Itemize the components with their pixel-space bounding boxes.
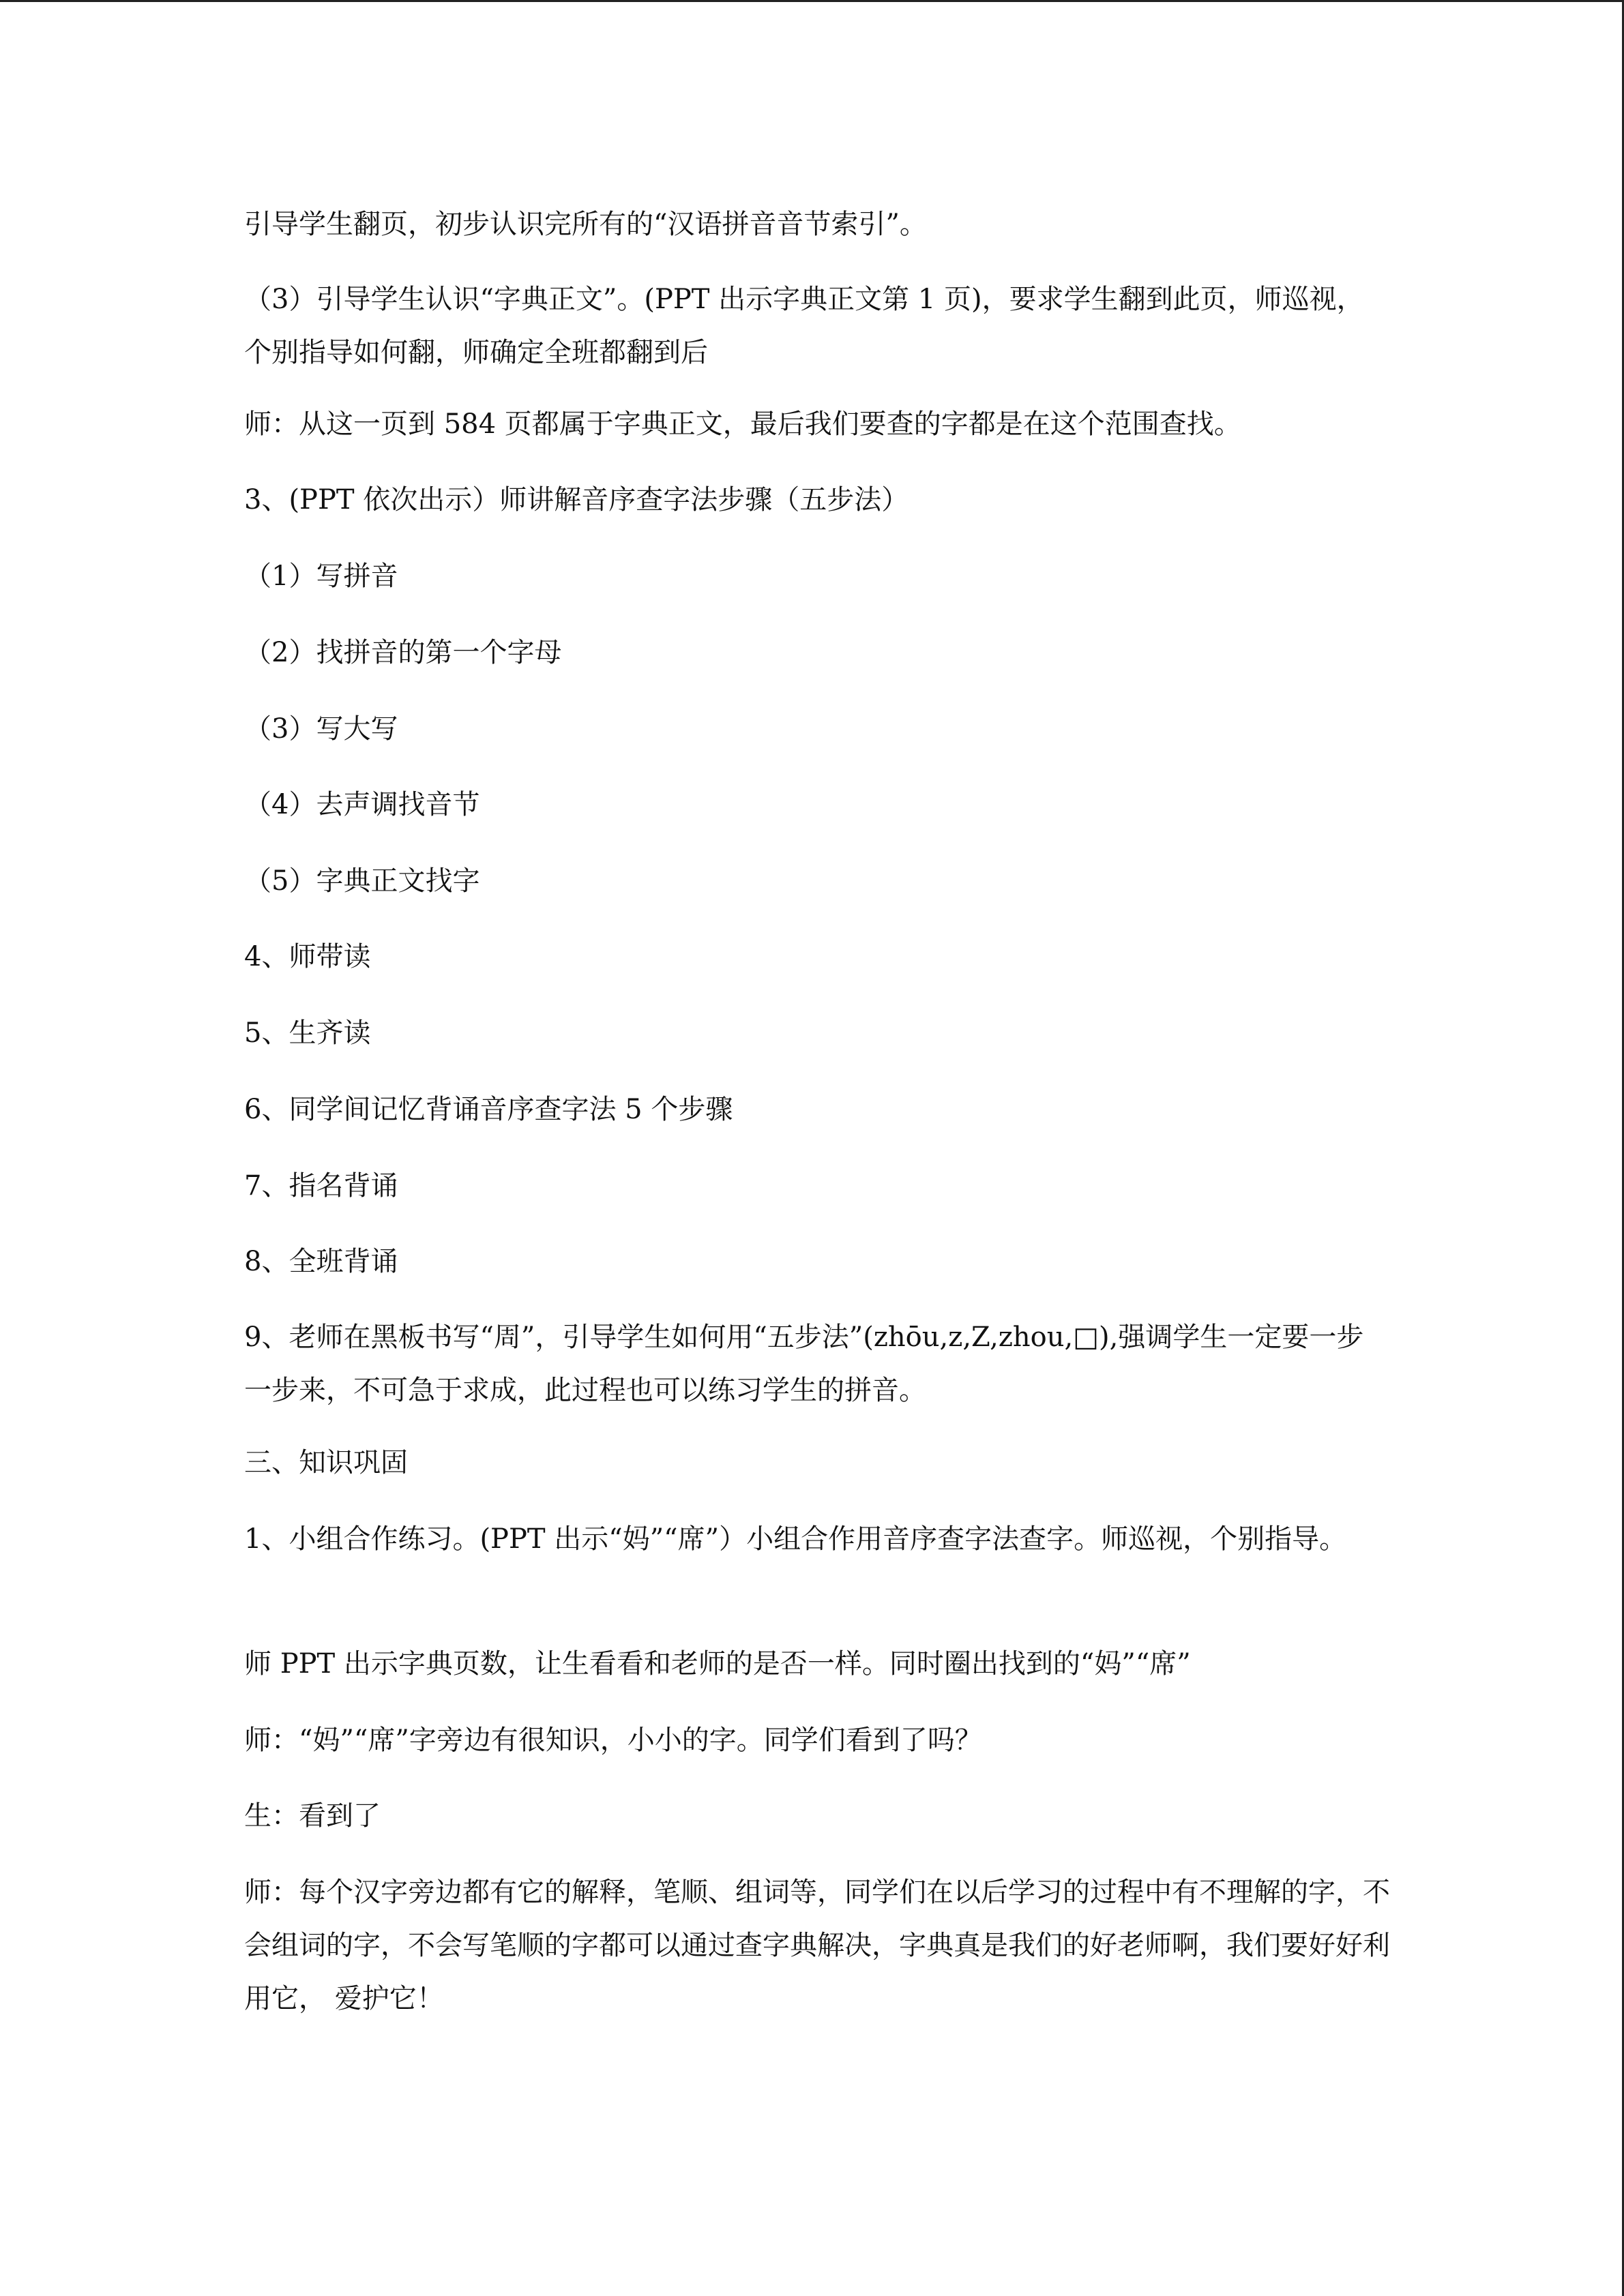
- paragraph-step-3-body: （3）引导学生认识“字典正文”。(PPT 出示字典正文第 1 页)，要求学生翻到此页，师巡视，个别指导如何翻，师确定全班都翻到后: [244, 284, 1364, 368]
- list-item-step-4: （4）去声调找音节: [244, 789, 480, 820]
- paragraph-teacher-question: 师：“妈”“席”字旁边有很知识，小小的字。同学们看到了吗？: [244, 1725, 982, 1756]
- paragraph-teacher-page-range: 师：从这一页到 584 页都属于字典正文，最后我们要查的字都是在这个范围查找。: [244, 408, 1241, 440]
- paragraph-named-recitation: 7、指名背诵: [244, 1170, 398, 1202]
- paragraph-five-step-heading: 3、(PPT 依次出示）师讲解音序查字法步骤（五步法）: [244, 484, 909, 516]
- paragraph-students-read: 5、生齐读: [244, 1017, 371, 1049]
- paragraph-student-answer: 生：看到了: [244, 1800, 381, 1832]
- list-item-step-3: （3）写大写: [244, 713, 398, 745]
- paragraph-index-intro: 引导学生翻页，初步认识完所有的“汉语拼音音节索引”。: [244, 209, 927, 240]
- list-item-step-5: （5）字典正文找字: [244, 865, 480, 897]
- list-item-step-2: （2）找拼音的第一个字母: [244, 637, 562, 668]
- paragraph-group-practice: 1、小组合作练习。(PPT 出示“妈”“席”）小组合作用音序查字法查字。师巡视，个别指导。: [244, 1523, 1347, 1555]
- paragraph-teacher-leads-reading: 4、师带读: [244, 941, 371, 972]
- section-heading-consolidation: 三、知识巩固: [244, 1447, 408, 1478]
- paragraph-show-page-numbers: 师 PPT 出示字典页数，让生看看和老师的是否一样。同时圈出找到的“妈”“席”: [244, 1648, 1191, 1680]
- paragraph-teacher-conclusion: 师：每个汉字旁边都有它的解释，笔顺、组词等，同学们在以后学习的过程中有不理解的字，不会组词的字，不会写笔顺的字都可以通过查字典解决，字典真是我们的好老师啊，我们要好好利用它， 爱护它！: [244, 1877, 1390, 2014]
- paragraph-class-recitation: 8、全班背诵: [244, 1246, 398, 1277]
- list-item-step-1: （1）写拼音: [244, 561, 398, 592]
- paragraph-blackboard-example: 9、老师在黑板书写“周”，引导学生如何用“五步法”(zhōu,z,Z,zhou,□),强调学生一定要一步一步来，不可急于求成，此过程也可以练习学生的拼音。: [244, 1322, 1364, 1406]
- paragraph-memorize-steps: 6、同学间记忆背诵音序查字法 5 个步骤: [244, 1094, 733, 1125]
